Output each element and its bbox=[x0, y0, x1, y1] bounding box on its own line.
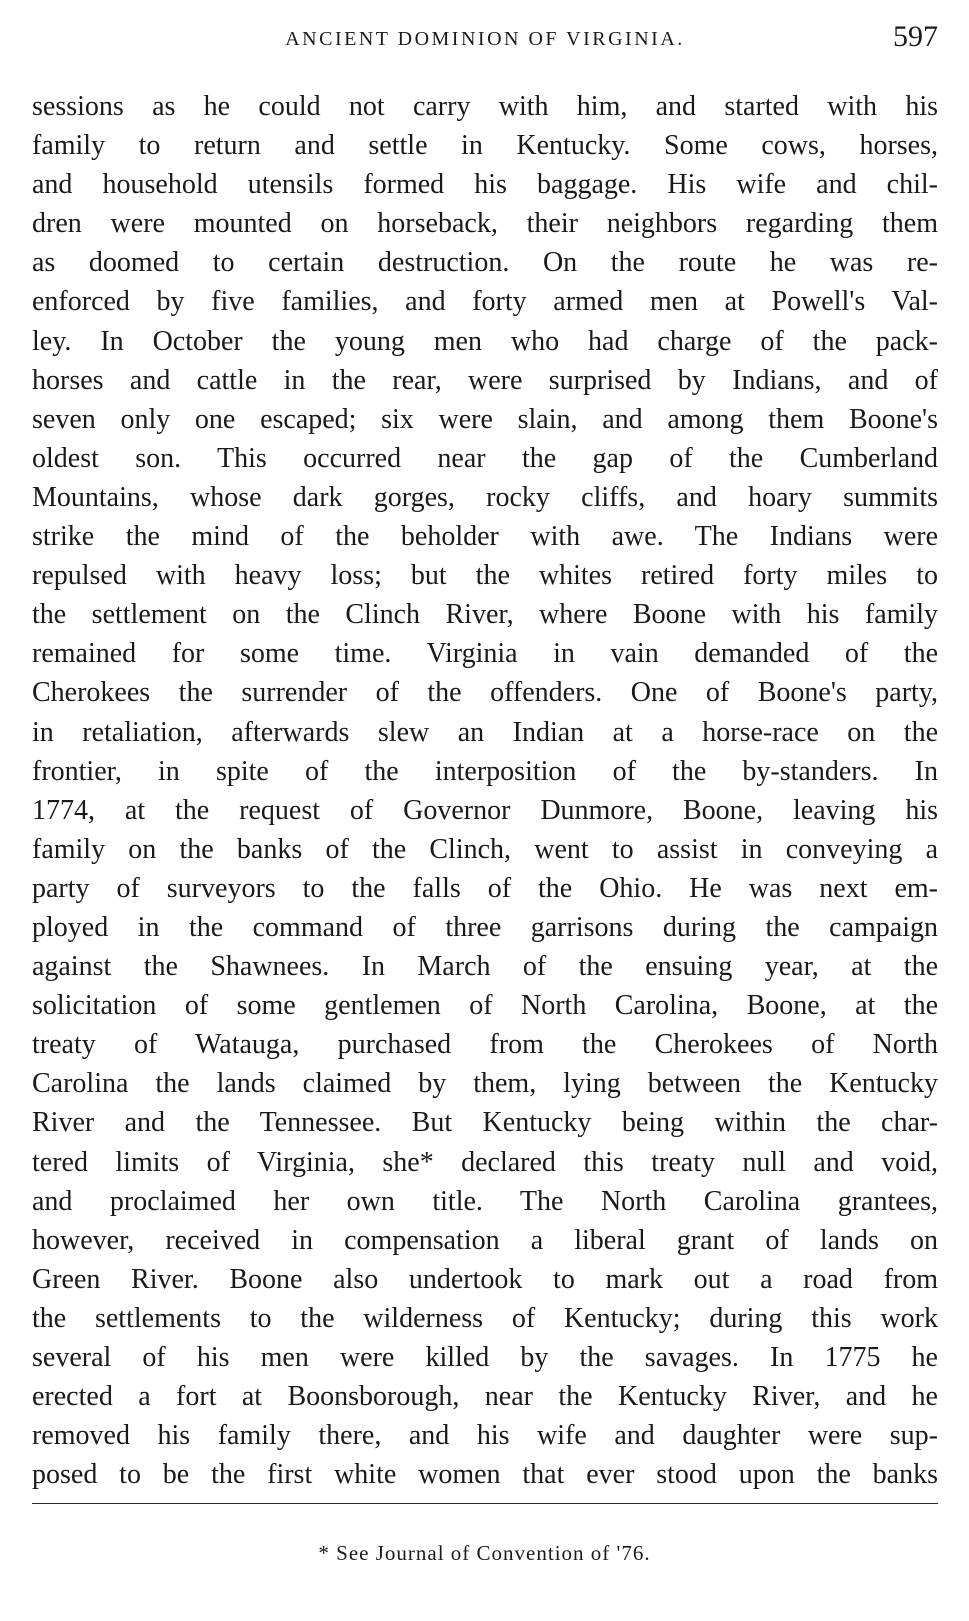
text-line: however, received in compensation a liberal grant of lands on bbox=[32, 1224, 938, 1256]
text-line: Green River. Boone also undertook to mark out a road from bbox=[32, 1263, 938, 1295]
text-line: tered limits of Virginia, she* declared this treaty null and void, bbox=[32, 1146, 938, 1178]
text-line: the settlements to the wilderness of Kentucky; during this work bbox=[32, 1302, 938, 1334]
text-line: repulsed with heavy loss; but the whites retired forty miles to bbox=[32, 560, 938, 592]
text-line: and household utensils formed his baggage. His wife and chil- bbox=[32, 169, 938, 201]
running-head bbox=[32, 20, 938, 60]
text-line: strike the mind of the beholder with awe. The Indians were bbox=[32, 521, 938, 553]
text-line: remained for some time. Virginia in vain demanded of the bbox=[32, 638, 938, 670]
text-line: dren were mounted on horseback, their neighbors regarding them bbox=[32, 208, 938, 240]
text-line: 1774, at the request of Governor Dunmore, Boone, leaving his bbox=[32, 794, 938, 826]
text-line: as doomed to certain destruction. On the route he was re- bbox=[32, 247, 938, 279]
text-line: Carolina the lands claimed by them, lying between the Kentucky bbox=[32, 1068, 938, 1100]
text-line: family to return and settle in Kentucky. Some cows, horses, bbox=[32, 130, 938, 162]
text-line: horses and cattle in the rear, were surprised by Indians, and of bbox=[32, 364, 938, 396]
text-line: enforced by five families, and forty armed men at Powell's Val- bbox=[32, 286, 938, 318]
page-number: 597 bbox=[893, 20, 938, 53]
text-line: party of surveyors to the falls of the Ohio. He was next em- bbox=[32, 872, 938, 904]
footnote-rule bbox=[32, 1503, 938, 1504]
text-line: frontier, in spite of the interposition of the by-standers. In bbox=[32, 755, 938, 787]
text-line: Cherokees the surrender of the offenders. One of Boone's party, bbox=[32, 677, 938, 709]
text-line: family on the banks of the Clinch, went to assist in conveying a bbox=[32, 833, 938, 865]
text-line: treaty of Watauga, purchased from the Cherokees of North bbox=[32, 1029, 938, 1061]
text-line: oldest son. This occurred near the gap of the Cumberland bbox=[32, 442, 938, 474]
text-line: ley. In October the young men who had charge of the pack- bbox=[32, 325, 938, 357]
text-line: posed to be the first white women that ever stood upon the banks bbox=[32, 1459, 938, 1491]
text-line: Mountains, whose dark gorges, rocky cliffs, and hoary summits bbox=[32, 481, 938, 513]
text-line: several of his men were killed by the savages. In 1775 he bbox=[32, 1342, 938, 1373]
footnote: * See Journal of Convention of '76. bbox=[318, 1541, 651, 1565]
text-line: River and the Tennessee. But Kentucky being within the char- bbox=[32, 1107, 938, 1139]
text-line: against the Shawnees. In March of the ensuing year, at the bbox=[32, 951, 938, 983]
text-line: and proclaimed her own title. The North Carolina grantees, bbox=[32, 1185, 938, 1217]
text-line: erected a fort at Boonsborough, near the Kentucky River, and he bbox=[32, 1381, 938, 1413]
running-title: ANCIENT DOMINION OF VIRGINIA. bbox=[285, 28, 685, 50]
text-line: the settlement on the Clinch River, where Boone with his family bbox=[32, 599, 938, 631]
text-line: sessions as he could not carry with him, and started with his bbox=[32, 91, 938, 122]
body-text bbox=[32, 87, 938, 1494]
text-line: removed his family there, and his wife and daughter were sup- bbox=[32, 1420, 938, 1452]
text-line: in retaliation, afterwards slew an Indian at a horse-race on the bbox=[32, 716, 938, 748]
text-line: seven only one escaped; six were slain, and among them Boone's bbox=[32, 403, 938, 435]
text-line: solicitation of some gentlemen of North Carolina, Boone, at the bbox=[32, 990, 938, 1022]
text-line: ployed in the command of three garrisons during the campaign bbox=[32, 911, 938, 943]
